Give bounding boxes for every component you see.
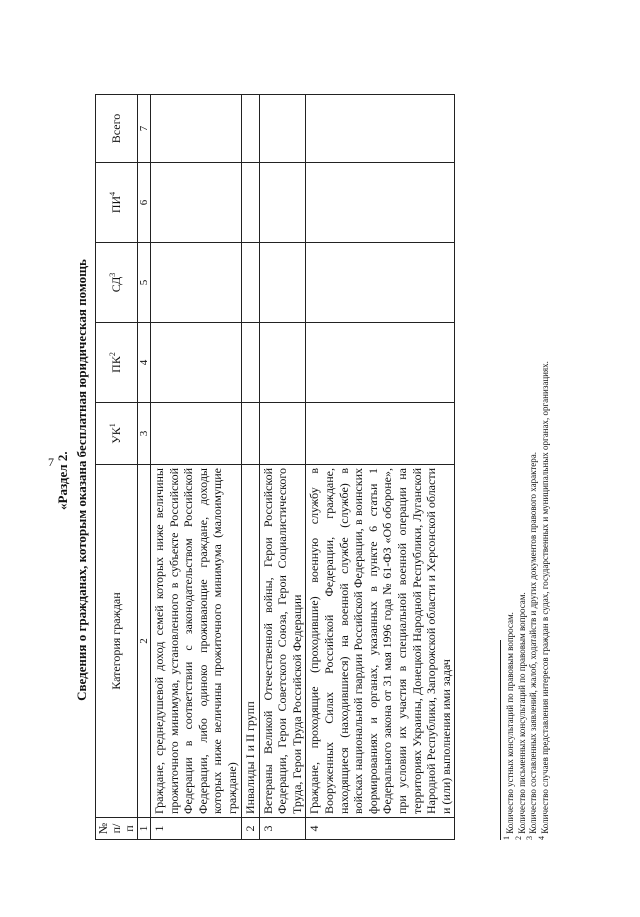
cell-total bbox=[306, 95, 455, 163]
col-header-pi: $ПИ^4$ bbox=[96, 163, 138, 243]
footnote-divider bbox=[500, 640, 501, 840]
cell-uk bbox=[259, 403, 306, 465]
cell-pi bbox=[259, 163, 306, 243]
col-header-uk: $УК^1$ bbox=[96, 403, 138, 465]
header-row bbox=[96, 95, 138, 840]
column-number: 7 bbox=[138, 95, 151, 163]
cell-pi bbox=[306, 163, 455, 243]
column-number: 1 bbox=[138, 818, 151, 840]
col-header-no: № п/п bbox=[96, 818, 138, 840]
cell-total bbox=[259, 95, 306, 163]
citizens-table bbox=[95, 94, 455, 840]
footnotes bbox=[502, 361, 551, 840]
footnote-mark: 2 bbox=[108, 352, 117, 357]
cell-sd bbox=[151, 243, 242, 323]
section-title: «Раздел 2. bbox=[55, 451, 70, 510]
cell-uk bbox=[306, 403, 455, 465]
rotated-page-content bbox=[40, 70, 600, 890]
cell-pk bbox=[259, 323, 306, 403]
cell-total bbox=[241, 95, 259, 163]
footnote: $^2$ Количество письменных консультаций по правовым вопросам. bbox=[513, 592, 527, 840]
column-number: 3 bbox=[138, 403, 151, 465]
row-number: 3 bbox=[259, 818, 306, 840]
table-row bbox=[241, 95, 259, 840]
cell-uk bbox=[151, 403, 242, 465]
row-category: Граждане, среднедушевой доход семей которых ниже величины прожиточного минимума, установленного в субъекте Российской Федерации в соответствии с законодательством Российской Федерации, либо одиноко проживающие граждане, доходы которых ниже величины прожиточного минимума (малоимущие граждане) bbox=[151, 465, 242, 818]
footnote-mark: 3 bbox=[108, 272, 117, 277]
table-caption: Сведения о гражданах, которым оказана бесплатная юридическая помощь bbox=[74, 259, 89, 701]
table-row bbox=[151, 95, 242, 840]
col-header-total: Всего bbox=[96, 95, 138, 163]
column-number: 5 bbox=[138, 243, 151, 323]
col-header-pk: $ПК^2$ bbox=[96, 323, 138, 403]
row-category: Граждане, проходящие (проходившие) военную службу в Вооруженных Силах Российской Федерации, граждане, находящиеся (находившиеся) на военной службе (службе) в войсках национальной гвардии Российской Федерации, в воинских формированиях и органах, указанных в пункте 6 статьи 1 Федерального закона от 31 мая 1996 года № 61-ФЗ «Об обороне», при условии их участия в специальной военной операции на территориях Украины, Донецкой Народной Республики, Луганской Народной Республики, Запорожской области и Херсонской области и (или) выполнения ими задач bbox=[306, 465, 455, 818]
footnote: $^1$ Количество устных консультаций по правовым вопросам. bbox=[502, 612, 515, 840]
column-number: 2 bbox=[138, 465, 151, 818]
cell-uk bbox=[241, 403, 259, 465]
footnote: $^4$ Количество случаев представления интересов граждан в судах, государственных и муниципальных органах, организациях. bbox=[536, 361, 550, 840]
table-row bbox=[306, 95, 455, 840]
cell-pk bbox=[241, 323, 259, 403]
row-category: Инвалиды I и II групп bbox=[241, 465, 259, 818]
cell-sd bbox=[306, 243, 455, 323]
cell-sd bbox=[259, 243, 306, 323]
col-header-category: Категория граждан bbox=[96, 465, 138, 818]
row-number: 1 bbox=[151, 818, 242, 840]
column-number-row bbox=[138, 95, 151, 840]
footnote: $^3$ Количество составленных заявлений, жалоб, ходатайств и других документов правового характера. bbox=[525, 451, 538, 840]
row-category: Ветераны Великой Отечественной войны, Герои Российской Федерации, Герои Советского Союза, Герои Социалистического Труда, Герои Труда Российской Федерации bbox=[259, 465, 306, 818]
page-number: 7 bbox=[48, 455, 54, 469]
footnote-mark: 1 bbox=[108, 423, 117, 428]
cell-pi bbox=[241, 163, 259, 243]
col-header-sd: $СД^3$ bbox=[96, 243, 138, 323]
cell-pk bbox=[151, 323, 242, 403]
cell-pk bbox=[306, 323, 455, 403]
cell-pi bbox=[151, 163, 242, 243]
footnote-mark: 4 bbox=[108, 191, 117, 196]
table-row bbox=[259, 95, 306, 840]
cell-sd bbox=[241, 243, 259, 323]
column-number: 4 bbox=[138, 323, 151, 403]
row-number: 4 bbox=[306, 818, 455, 840]
column-number: 6 bbox=[138, 163, 151, 243]
cell-total bbox=[151, 95, 242, 163]
row-number: 2 bbox=[241, 818, 259, 840]
